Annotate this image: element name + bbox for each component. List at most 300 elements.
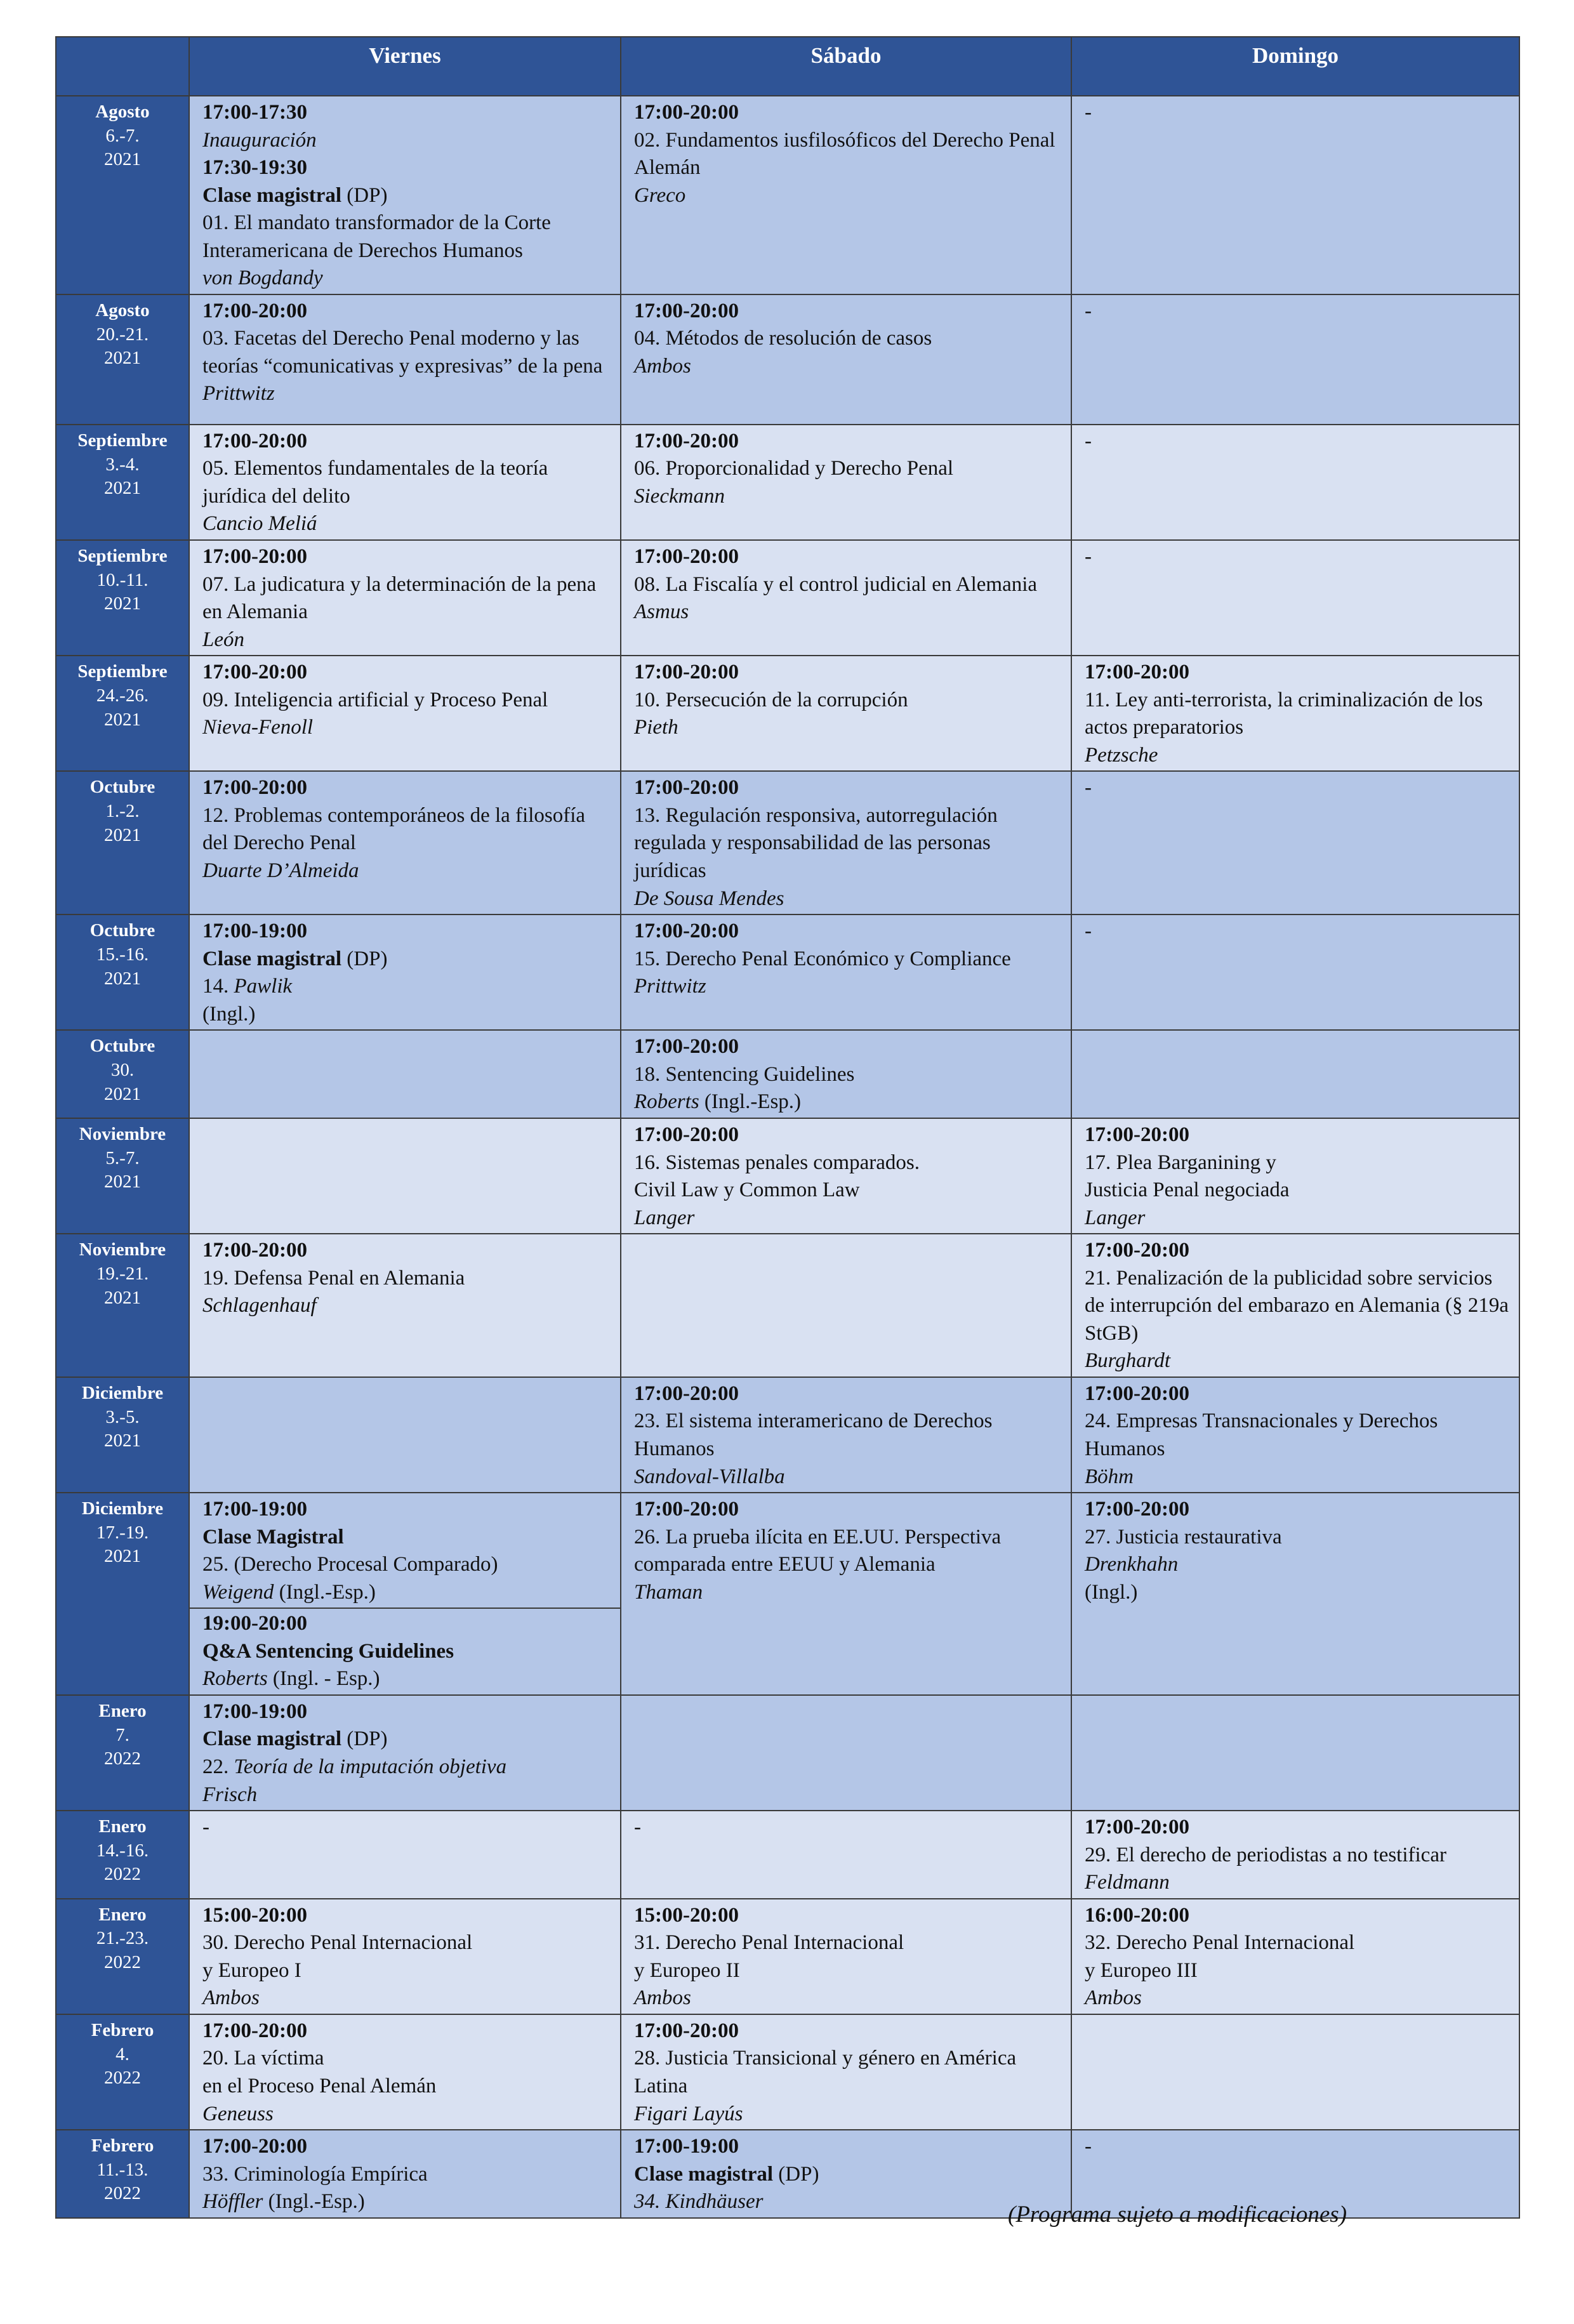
session-text: (Ingl.) — [202, 1002, 256, 1026]
session-text: Clase magistral — [202, 183, 342, 207]
session-text: 03. Facetas del Derecho Penal moderno y las teorías “comunicativas y expresivas” de la pena — [202, 327, 603, 378]
session-text: 17:00-20:00 — [1085, 1498, 1189, 1521]
session-line — [634, 598, 1063, 626]
session-text: 17:00-20:00 — [202, 1239, 307, 1262]
session-text: Drenkhahn — [1085, 1553, 1179, 1576]
schedule-row — [56, 1811, 1519, 1899]
header-blank — [56, 37, 189, 96]
session-line — [202, 2017, 612, 2045]
date-days: 17.-19. — [96, 1522, 149, 1543]
date-year: 2021 — [104, 593, 141, 614]
session-text: 17:00-20:00 — [634, 661, 739, 684]
date-days: 10.-11. — [96, 569, 149, 590]
session-line — [634, 973, 1063, 1001]
date-cell — [56, 1899, 189, 2014]
date-cell — [56, 656, 189, 771]
session-text: 17:00-20:00 — [634, 545, 739, 569]
date-year: 2021 — [104, 1287, 141, 1308]
date-year: 2022 — [104, 2183, 141, 2204]
session-text: Prittwitz — [634, 975, 706, 998]
date-year: 2022 — [104, 1864, 141, 1885]
session-line — [634, 2101, 1063, 2129]
date-year: 2021 — [104, 478, 141, 499]
session-line — [202, 802, 612, 857]
session-text: Prittwitz — [202, 382, 275, 406]
friday-cell — [189, 540, 621, 656]
session-text: Cancio Meliá — [202, 512, 317, 536]
session-text: 27. Justicia restaurativa — [1085, 1525, 1282, 1548]
session-text: - — [1085, 545, 1092, 569]
schedule-row — [56, 1493, 1519, 1695]
session-text: Pieth — [634, 716, 678, 739]
friday-cell — [189, 1234, 621, 1377]
session-line — [634, 918, 1063, 946]
session-text: (Ingl.) — [1085, 1580, 1138, 1604]
saturday-cell — [621, 1234, 1071, 1377]
session-text: - — [1085, 101, 1092, 124]
sunday-cell — [1071, 1030, 1519, 1118]
saturday-cell — [621, 1493, 1071, 1695]
session-text: 17:00-20:00 — [202, 429, 307, 452]
saturday-cell — [621, 2014, 1071, 2130]
session-line — [634, 1121, 1063, 1149]
schedule-row — [56, 96, 1519, 294]
session-text: 11. Ley anti-terrorista, la criminalización de los actos preparatorios — [1085, 688, 1483, 739]
date-month: Octubre — [89, 920, 155, 941]
date-year: 2021 — [104, 1430, 141, 1451]
session-line — [202, 1753, 612, 1781]
date-days: 19.-21. — [96, 1263, 149, 1284]
date-cell — [56, 1377, 189, 1493]
header-sabado: Sábado — [621, 37, 1071, 96]
session-text: 14. — [202, 975, 229, 998]
saturday-cell — [621, 1118, 1071, 1234]
session-line — [202, 2188, 612, 2216]
session-line — [202, 265, 612, 293]
date-days: 20.-21. — [96, 324, 149, 345]
session-line — [202, 918, 612, 946]
session-line — [202, 99, 612, 127]
session-line — [1085, 659, 1511, 687]
session-text: 17:00-20:00 — [634, 1382, 739, 1405]
session-line — [1085, 1408, 1511, 1463]
session-note: (DP) — [341, 1727, 388, 1751]
session-text: Sieckmann — [634, 484, 725, 508]
session-text: 17:00-20:00 — [202, 2135, 307, 2158]
session-text: 17:00-20:00 — [634, 776, 739, 800]
friday-cell — [189, 96, 621, 294]
date-days: 6.-7. — [105, 125, 140, 146]
date-year: 2022 — [104, 1952, 141, 1973]
session-line — [202, 298, 612, 326]
session-line — [634, 774, 1063, 802]
session-line — [634, 2188, 1063, 2216]
session-text: Petzsche — [1085, 743, 1158, 767]
session-text: Civil Law y Common Law — [634, 1179, 860, 1202]
saturday-cell — [621, 540, 1071, 656]
session-text: 17:00-17:30 — [202, 101, 307, 124]
session-text: Q&A Sentencing Guidelines — [202, 1639, 454, 1663]
session-line — [634, 2161, 1063, 2189]
session-line — [634, 1814, 1063, 1842]
session-line — [634, 659, 1063, 687]
schedule-row — [56, 1030, 1519, 1118]
session-line — [202, 2045, 612, 2073]
date-cell — [56, 2130, 189, 2218]
session-text: 17:00-20:00 — [1085, 1123, 1189, 1146]
session-text: Ambos — [634, 354, 691, 378]
session-line — [202, 2133, 612, 2161]
session-text: 13. Regulación responsiva, autorregulación regulada y responsabilidad de las personas jurídicas — [634, 803, 998, 883]
session-text: 31. Derecho Penal Internacional — [634, 1931, 904, 1955]
session-text: 24. Empresas Transnacionales y Derechos Humanos — [1085, 1410, 1438, 1460]
date-year: 2021 — [104, 824, 141, 845]
saturday-cell — [621, 2130, 1071, 2218]
date-month: Septiembre — [77, 430, 168, 451]
date-cell — [56, 771, 189, 914]
date-cell — [56, 2014, 189, 2130]
session-text: von Bogdandy — [202, 267, 323, 290]
session-line — [1085, 1929, 1511, 1957]
session-text: León — [202, 628, 244, 651]
sunday-cell — [1071, 294, 1519, 425]
session-text: 17:00-20:00 — [634, 299, 739, 322]
session-text: Burghardt — [1085, 1349, 1171, 1373]
session-text: 17:00-20:00 — [634, 2019, 739, 2042]
session-text: 26. La prueba ilícita en EE.UU. Perspectiva comparada entre EEUU y Alemania — [634, 1525, 1002, 1576]
session-line — [634, 1496, 1063, 1524]
date-days: 1.-2. — [105, 801, 140, 822]
session-text: 17:00-19:00 — [202, 1700, 307, 1723]
date-cell — [56, 914, 189, 1030]
session-line — [634, 687, 1063, 715]
friday-cell — [189, 1695, 621, 1811]
date-month: Diciembre — [81, 1382, 164, 1403]
date-cell — [56, 540, 189, 656]
session-line — [1085, 742, 1511, 770]
header-viernes: Viernes — [189, 37, 621, 96]
date-days: 5.-7. — [105, 1147, 140, 1168]
date-year: 2021 — [104, 348, 141, 369]
friday-cell — [189, 294, 621, 425]
session-line — [202, 380, 612, 408]
date-month: Febrero — [91, 2019, 154, 2040]
session-text: - — [634, 1816, 641, 1839]
session-text: Weigend — [202, 1580, 274, 1604]
friday-cell — [189, 656, 621, 771]
session-text: 17:00-20:00 — [634, 429, 739, 452]
session-line — [1085, 1121, 1511, 1149]
session-text: 33. Criminología Empírica — [202, 2162, 428, 2186]
date-cell — [56, 294, 189, 425]
friday-cell — [189, 2130, 621, 2218]
session-line — [202, 1292, 612, 1320]
session-line — [634, 2045, 1063, 2100]
session-text: Langer — [1085, 1206, 1146, 1229]
session-line — [1085, 1265, 1511, 1348]
session-text: Greco — [634, 183, 686, 207]
session-text: De Sousa Mendes — [634, 887, 784, 910]
date-month: Enero — [98, 1816, 147, 1837]
friday-cell — [189, 1493, 621, 1695]
session-text: - — [1085, 299, 1092, 322]
session-line — [634, 1205, 1063, 1232]
session-line — [634, 1902, 1063, 1930]
session-text: 20. La víctima — [202, 2047, 324, 2070]
session-line — [1085, 543, 1511, 571]
session-text: y Europeo III — [1085, 1958, 1198, 1982]
session-line — [202, 1814, 612, 1842]
session-line — [634, 1463, 1063, 1491]
schedule-row — [56, 1377, 1519, 1493]
saturday-cell — [621, 1695, 1071, 1811]
session-text: Höffler — [202, 2190, 263, 2214]
date-cell — [56, 1234, 189, 1377]
session-line — [634, 455, 1063, 483]
date-month: Septiembre — [77, 661, 168, 682]
saturday-cell — [621, 1899, 1071, 2014]
session-text: 15:00-20:00 — [202, 1903, 307, 1927]
session-line — [1085, 1814, 1511, 1842]
session-text: 17:30-19:30 — [202, 156, 307, 180]
session-text: 17. Plea Barganining y — [1085, 1151, 1276, 1174]
date-year: 2022 — [104, 2068, 141, 2089]
friday-cell — [189, 2014, 621, 2130]
session-line — [634, 946, 1063, 974]
session-note: (Ingl.-Esp.) — [699, 1090, 802, 1114]
session-line — [202, 857, 612, 885]
session-text: Geneuss — [202, 2102, 274, 2125]
session-line — [1085, 428, 1511, 456]
session-line — [634, 182, 1063, 210]
session-text: 23. El sistema interamericano de Derechos Humanos — [634, 1410, 993, 1460]
date-cell — [56, 96, 189, 294]
session-text: 17:00-20:00 — [202, 299, 307, 322]
session-line — [1085, 1551, 1511, 1579]
session-line — [202, 714, 612, 742]
session-text: 17:00-20:00 — [634, 101, 739, 124]
session-note: (Ingl. - Esp.) — [267, 1667, 380, 1691]
session-line — [634, 543, 1063, 571]
session-text: 10. Persecución de la corrupción — [634, 688, 908, 711]
session-text: Roberts — [634, 1090, 699, 1114]
sunday-cell — [1071, 771, 1519, 914]
session-topic: Pawlik — [228, 975, 293, 998]
schedule-row — [56, 540, 1519, 656]
session-text: Duarte D’Almeida — [202, 859, 359, 883]
session-line — [1085, 2133, 1511, 2161]
session-line — [202, 1984, 612, 2012]
session-line — [1085, 1496, 1511, 1524]
date-month: Noviembre — [79, 1123, 166, 1144]
session-line — [1085, 1869, 1511, 1897]
date-month: Septiembre — [77, 546, 168, 567]
session-text: 04. Métodos de resolución de casos — [634, 327, 932, 350]
session-line — [202, 1929, 612, 1957]
saturday-cell — [621, 1030, 1071, 1118]
saturday-cell — [621, 1811, 1071, 1899]
schedule-row — [56, 656, 1519, 771]
session-text: Figari Layús — [634, 2102, 743, 2125]
session-line — [202, 1265, 612, 1293]
session-text: 08. La Fiscalía y el control judicial en Alemania — [634, 572, 1038, 596]
session-text: en el Proceso Penal Alemán — [202, 2075, 437, 2097]
saturday-cell — [621, 656, 1071, 771]
session-line — [1085, 99, 1511, 127]
sunday-cell — [1071, 656, 1519, 771]
session-line — [202, 946, 612, 974]
sunday-cell — [1071, 1118, 1519, 1234]
sunday-cell — [1071, 1695, 1519, 1811]
schedule-row — [56, 425, 1519, 540]
session-text: 19. Defensa Penal en Alemania — [202, 1266, 465, 1290]
session-line — [634, 428, 1063, 456]
session-line — [202, 2101, 612, 2129]
session-line — [202, 209, 612, 265]
session-text: 22. — [202, 1755, 229, 1778]
session-line — [202, 1524, 612, 1552]
date-year: 2021 — [104, 968, 141, 989]
session-text: 17:00-19:00 — [202, 920, 307, 943]
schedule-row — [56, 2014, 1519, 2130]
saturday-cell — [621, 425, 1071, 540]
session-line — [202, 127, 612, 155]
date-days: 14.-16. — [96, 1840, 149, 1861]
session-text: 17:00-20:00 — [1085, 661, 1189, 684]
session-line — [634, 1984, 1063, 2012]
friday-cell — [189, 1811, 621, 1899]
session-line — [202, 687, 612, 715]
session-line — [202, 2161, 612, 2189]
session-text: - — [1085, 2135, 1092, 2158]
session-text: Clase magistral — [634, 2162, 774, 2186]
sunday-cell — [1071, 1899, 1519, 2014]
session-line — [202, 571, 612, 626]
session-note: (Ingl.-Esp.) — [263, 2190, 365, 2214]
session-line — [202, 1579, 612, 1607]
session-line — [202, 510, 612, 538]
sunday-cell — [1071, 96, 1519, 294]
friday-cell — [189, 425, 621, 540]
session-line — [1085, 687, 1511, 742]
session-text: 25. (Derecho Procesal Comparado) — [202, 1553, 498, 1576]
session-text: 15:00-20:00 — [634, 1903, 739, 1927]
footnote: (Programa sujeto a modificaciones) — [1008, 2202, 1347, 2228]
session-text: 34. Kindhäuser — [634, 2190, 764, 2214]
session-line — [634, 1380, 1063, 1408]
date-year: 2021 — [104, 1172, 141, 1192]
date-cell — [56, 1030, 189, 1118]
session-text: Langer — [634, 1206, 695, 1229]
session-text: 29. El derecho de periodistas a no testificar — [1085, 1843, 1446, 1866]
date-days: 3.-5. — [105, 1406, 140, 1427]
session-line — [202, 1496, 612, 1524]
session-text: 17:00-20:00 — [634, 1035, 739, 1059]
sunday-cell — [1071, 1377, 1519, 1493]
schedule-row — [56, 1234, 1519, 1377]
session-line — [202, 659, 612, 687]
session-text: 17:00-20:00 — [202, 2019, 307, 2042]
session-line — [1085, 1347, 1511, 1375]
session-line — [1085, 1902, 1511, 1930]
session-line — [1085, 1463, 1511, 1491]
session-text: 21. Penalización de la publicidad sobre servicios de interrupción del embarazo en Alemania (§ 219a StGB) — [1085, 1266, 1509, 1345]
session-line — [202, 774, 612, 802]
session-line — [202, 1698, 612, 1726]
date-days: 11.-13. — [96, 2159, 149, 2180]
session-line — [202, 1001, 612, 1029]
session-line — [634, 298, 1063, 326]
session-line — [634, 1088, 1063, 1116]
session-text: 07. La judicatura y la determinación de la pena en Alemania — [202, 572, 597, 624]
session-text: 01. El mandato transformador de la Corte Interamericana de Derechos Humanos — [202, 211, 551, 262]
session-text: Clase Magistral — [202, 1525, 344, 1548]
session-line — [202, 182, 612, 210]
session-text: 17:00-20:00 — [202, 545, 307, 569]
session-line — [202, 325, 612, 380]
session-line — [202, 626, 612, 654]
session-line — [1085, 1237, 1511, 1265]
schedule-table — [55, 36, 1520, 2219]
session-text: 30. Derecho Penal Internacional — [202, 1931, 473, 1955]
session-text: 17:00-20:00 — [634, 1123, 739, 1146]
session-text: Böhm — [1085, 1465, 1134, 1488]
date-days: 15.-16. — [96, 944, 149, 965]
session-line — [634, 2017, 1063, 2045]
session-text: Nieva-Fenoll — [202, 716, 314, 739]
session-text: 02. Fundamentos iusfilosóficos del Derecho Penal Alemán — [634, 128, 1055, 180]
schedule-row — [56, 914, 1519, 1030]
session-line — [202, 1638, 612, 1666]
session-text: 09. Inteligencia artificial y Proceso Penal — [202, 688, 548, 711]
session-line — [634, 483, 1063, 511]
saturday-cell — [621, 294, 1071, 425]
session-note: (DP) — [773, 2162, 819, 2186]
date-month: Agosto — [95, 300, 150, 320]
session-text: Ambos — [202, 1986, 260, 2010]
session-text: 17:00-20:00 — [634, 1498, 739, 1521]
session-text: - — [202, 1816, 209, 1839]
session-line — [1085, 298, 1511, 326]
session-line — [634, 1929, 1063, 1957]
session-line — [634, 1033, 1063, 1061]
friday-cell — [189, 1030, 621, 1118]
saturday-cell — [621, 96, 1071, 294]
session-line — [1085, 1380, 1511, 1408]
friday-cell — [189, 1118, 621, 1234]
session-line — [634, 1061, 1063, 1089]
date-days: 21.-23. — [96, 1928, 149, 1949]
saturday-cell — [621, 914, 1071, 1030]
session-text: 17:00-20:00 — [202, 661, 307, 684]
session-line — [1085, 1524, 1511, 1552]
date-days: 24.-26. — [96, 685, 149, 706]
sunday-cell — [1071, 1811, 1519, 1899]
session-text: 18. Sentencing Guidelines — [634, 1062, 855, 1086]
sunday-cell — [1071, 1493, 1519, 1695]
sunday-cell — [1071, 914, 1519, 1030]
session-line — [1085, 774, 1511, 802]
session-line — [202, 1957, 612, 1985]
session-text: y Europeo I — [202, 1958, 301, 1982]
date-year: 2021 — [104, 709, 141, 730]
session-line — [634, 714, 1063, 742]
session-text: - — [1085, 429, 1092, 452]
session-line — [634, 1579, 1063, 1607]
session-line — [1085, 1205, 1511, 1232]
session-text: 17:00-19:00 — [634, 2135, 739, 2158]
date-cell — [56, 1118, 189, 1234]
